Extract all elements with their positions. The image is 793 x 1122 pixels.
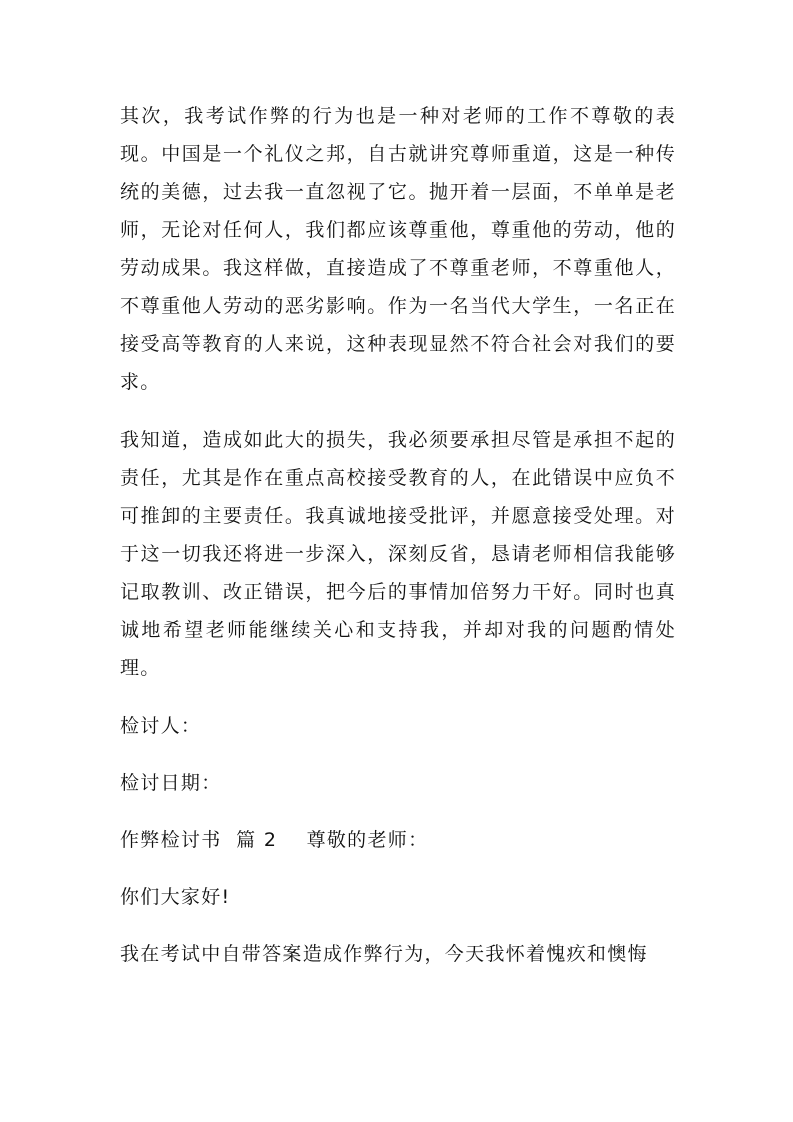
document-body	[120, 97, 676, 973]
reviewer-label: 检讨人：	[120, 715, 202, 737]
paragraph-confession-start: 我在考试中自带答案造成作弊行为，今天我怀着愧疚和懊悔	[120, 943, 648, 965]
review-date-label: 检讨日期：	[120, 772, 222, 794]
greeting-line: 你们大家好!	[120, 886, 231, 908]
paragraph-accept-responsibility: 我知道，造成如此大的损失，我必须要承担尽管是承担不起的责任，尤其是作在重点高校接受教育的人，在此错误中应负不可推卸的主要责任。我真诚地接受批评，并愿意接受处理。对于这一切我还将进一步深入，深刻反省，恳请老师相信我能够记取教训、改正错误，把今后的事情加倍努力干好。同时也真诚地希望老师能继续关心和支持我，并却对我的问题酌情处理。	[120, 429, 676, 679]
section-heading-line: 作弊检讨书 篇 2 尊敬的老师：	[120, 829, 429, 851]
paragraph-respect-teachers: 其次，我考试作弊的行为也是一种对老师的工作不尊敬的表现。中国是一个礼仪之邦，自古就讲究尊师重道，这是一种传统的美德，过去我一直忽视了它。抛开着一层面，不单单是老师，无论对任何人，我们都应该尊重他，尊重他的劳动，他的劳动成果。我这样做，直接造成了不尊重老师，不尊重他人，不尊重他人劳动的恶劣影响。作为一名当代大学生，一名正在接受高等教育的人来说，这种表现显然不符合社会对我们的要求。	[120, 105, 676, 393]
